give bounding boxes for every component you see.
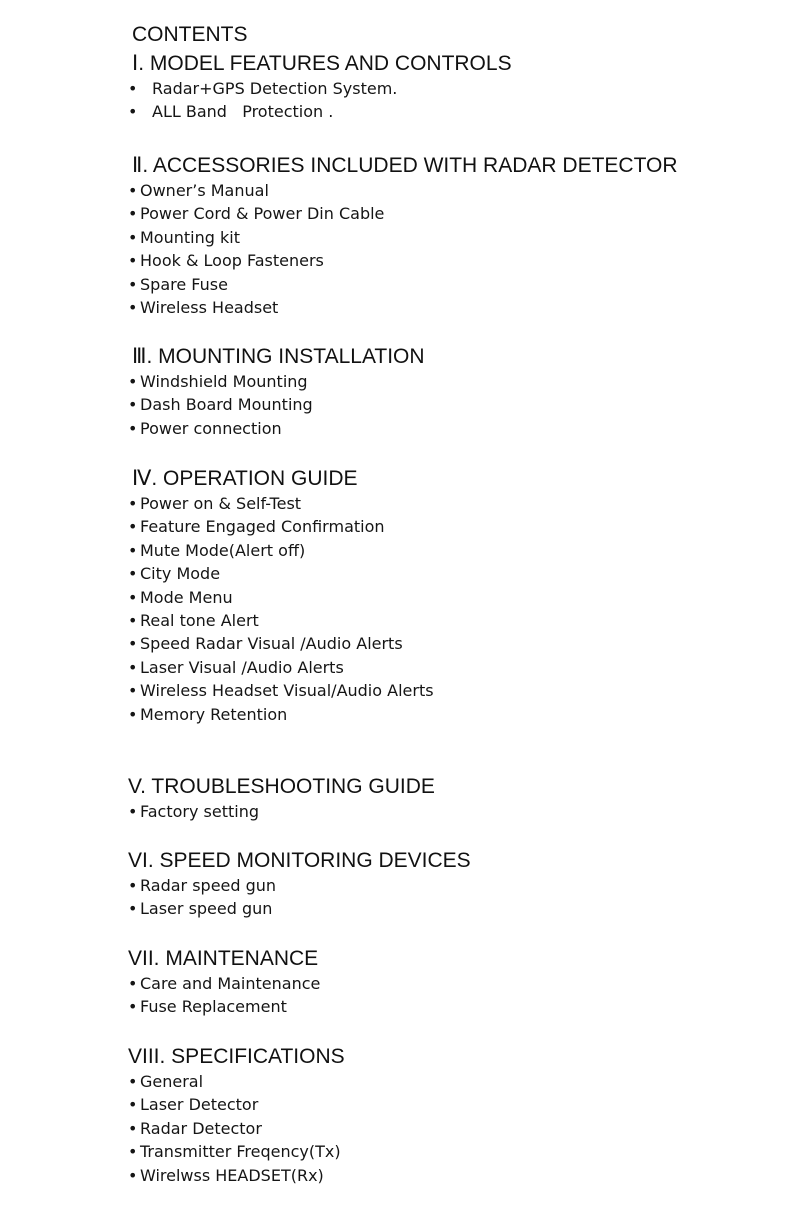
bullet: • (128, 418, 138, 438)
item-list (128, 874, 788, 921)
list-item (128, 492, 788, 515)
list-item-label: Mounting kit (140, 227, 240, 247)
item-list (128, 370, 788, 440)
list-item (128, 179, 788, 202)
bullet: • (128, 372, 138, 391)
section-heading: VIII. SPECIFICATIONS (128, 1045, 345, 1068)
list-item-label: Radar speed gun (140, 876, 277, 895)
bullet: • (128, 899, 138, 919)
bullet: • (128, 704, 138, 724)
list-item (128, 586, 788, 609)
bullet: • (128, 1095, 138, 1115)
section-heading: VI. SPEED MONITORING DEVICES (128, 849, 471, 872)
bullet: • (128, 1118, 138, 1138)
list-item-label: Radar+GPS Detection System. (152, 79, 398, 98)
bullet: • (128, 564, 138, 584)
list-item (128, 417, 788, 440)
list-item (128, 273, 788, 296)
item-list (128, 1070, 788, 1187)
bullet: • (128, 181, 138, 200)
list-item-label: Laser speed gun (140, 899, 273, 919)
list-item-label: Wireless Headset (140, 298, 279, 318)
item-list (128, 492, 788, 726)
section-heading: Ⅳ. OPERATION GUIDE (132, 467, 358, 490)
bullet: • (128, 611, 138, 631)
list-item (128, 1093, 788, 1116)
list-item (128, 703, 788, 726)
list-item (128, 874, 788, 897)
bullet: • (128, 494, 138, 513)
list-item (128, 100, 788, 123)
list-item-label: Spare Fuse (140, 274, 228, 294)
section-specifications (128, 1044, 788, 1187)
list-item (128, 202, 788, 225)
section-operation-guide (128, 466, 788, 726)
bullet: • (128, 657, 138, 677)
list-item (128, 632, 788, 655)
section-heading: V. TROUBLESHOOTING GUIDE (128, 775, 435, 798)
bullet: • (128, 102, 138, 122)
section-model-features (128, 51, 788, 124)
section-accessories (128, 153, 788, 319)
bullet: • (128, 1072, 138, 1091)
list-item-label: Laser Detector (140, 1095, 259, 1115)
list-item (128, 1164, 788, 1187)
list-item-label: ALL Band Protection . (152, 102, 334, 122)
list-item (128, 897, 788, 920)
section-heading: Ⅱ. ACCESSORIES INCLUDED WITH RADAR DETECTOR (132, 154, 678, 177)
list-item-label: Power Cord & Power Din Cable (140, 204, 385, 224)
list-item (128, 995, 788, 1018)
list-item (128, 296, 788, 319)
list-item (128, 249, 788, 272)
list-item-label: Feature Engaged Confirmation (140, 517, 385, 537)
list-item (128, 972, 788, 995)
list-item (128, 1140, 788, 1163)
bullet: • (128, 251, 138, 271)
bullet: • (128, 802, 138, 821)
list-item (128, 562, 788, 585)
list-item-label: Wirelwss HEADSET(Rx) (140, 1165, 324, 1185)
list-item (128, 539, 788, 562)
list-item-label: Factory setting (140, 802, 259, 821)
list-item (128, 1117, 788, 1140)
list-item-label: Hook & Loop Fasteners (140, 251, 324, 271)
section-troubleshooting (128, 774, 788, 823)
bullet: • (128, 681, 138, 701)
list-item-label: Dash Board Mounting (140, 395, 313, 415)
list-item-label: Memory Retention (140, 704, 288, 724)
bullet: • (128, 1165, 138, 1185)
section-maintenance (128, 946, 788, 1019)
bullet: • (128, 634, 138, 654)
list-item (128, 609, 788, 632)
section-speed-monitoring (128, 848, 788, 921)
section-mounting-installation (128, 344, 788, 440)
list-item-label: Speed Radar Visual /Audio Alerts (140, 634, 403, 654)
item-list (128, 179, 788, 319)
list-item-label: Real tone Alert (140, 611, 259, 631)
list-item (128, 515, 788, 538)
bullet: • (128, 395, 138, 415)
list-item (128, 656, 788, 679)
list-item-label: Mute Mode(Alert off) (140, 540, 306, 560)
list-item-label: Care and Maintenance (140, 974, 321, 993)
bullet: • (128, 274, 138, 294)
bullet: • (128, 587, 138, 607)
list-item (128, 370, 788, 393)
item-list (128, 800, 788, 823)
list-item-label: Owner’s Manual (140, 181, 269, 200)
list-item (128, 1070, 788, 1093)
list-item-label: Transmitter Freqency(Tx) (140, 1142, 341, 1162)
item-list (128, 77, 788, 124)
bullet: • (128, 997, 138, 1017)
item-list (128, 972, 788, 1019)
contents-title: CONTENTS (132, 23, 248, 46)
list-item-label: Laser Visual /Audio Alerts (140, 657, 344, 677)
bullet: • (128, 876, 138, 895)
bullet: • (128, 517, 138, 537)
section-heading: Ⅰ. MODEL FEATURES AND CONTROLS (132, 52, 512, 75)
list-item-label: Power connection (140, 418, 282, 438)
list-item-label: General (140, 1072, 204, 1091)
bullet: • (128, 79, 138, 98)
list-item (128, 226, 788, 249)
section-heading: VII. MAINTENANCE (128, 947, 319, 970)
bullet: • (128, 227, 138, 247)
list-item-label: Wireless Headset Visual/Audio Alerts (140, 681, 434, 701)
bullet: • (128, 1142, 138, 1162)
list-item-label: Power on & Self-Test (140, 494, 302, 513)
list-item (128, 800, 788, 823)
list-item (128, 393, 788, 416)
list-item-label: Radar Detector (140, 1118, 262, 1138)
list-item-label: Fuse Replacement (140, 997, 287, 1017)
list-item (128, 679, 788, 702)
list-item-label: City Mode (140, 564, 221, 584)
bullet: • (128, 540, 138, 560)
list-item (128, 77, 788, 100)
list-item-label: Windshield Mounting (140, 372, 308, 391)
bullet: • (128, 298, 138, 318)
section-heading: Ⅲ. MOUNTING INSTALLATION (132, 345, 425, 368)
bullet: • (128, 204, 138, 224)
bullet: • (128, 974, 138, 993)
list-item-label: Mode Menu (140, 587, 233, 607)
